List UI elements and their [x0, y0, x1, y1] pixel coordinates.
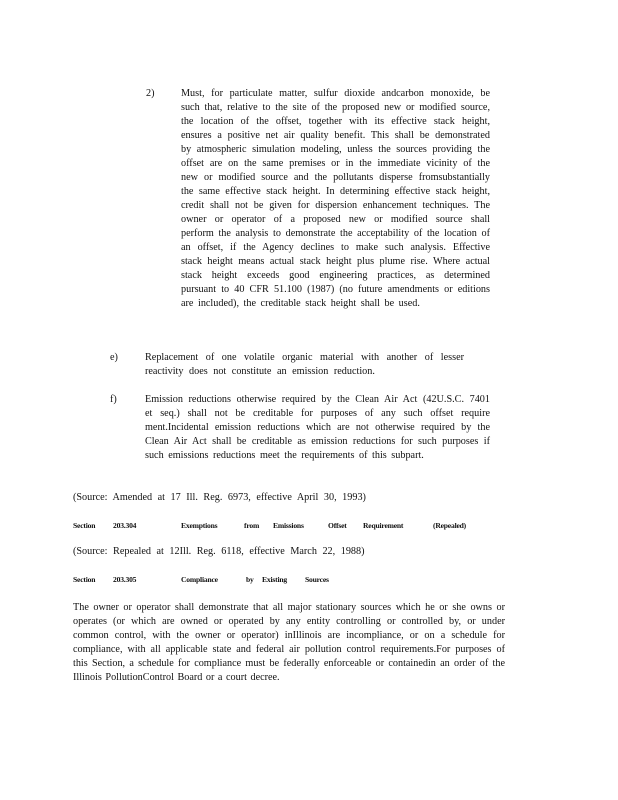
list-item-text: Emission reductions otherwise required by the Clean Air Act (42U.S.C. 7401 et seq.) shall not be creditable for purposes of any such offset require ment.Incidental emission reductions which are not otherwise required by the Clean Air Act shall be creditable as emission reductions for such purposes if such emissions reductions meet the requirements of this subpart. — [145, 394, 490, 461]
heading-word: Compliance — [181, 575, 218, 584]
heading-word: by — [246, 575, 254, 584]
heading-word: Existing — [262, 575, 287, 584]
section-label: Section — [73, 521, 96, 530]
heading-word: from — [244, 521, 260, 530]
section-label: Section — [73, 575, 96, 584]
heading-word: (Repealed) — [433, 521, 467, 530]
list-marker: 2) — [146, 88, 155, 99]
source-note: (Source: Amended at 17 Ill. Reg. 6973, effective April 30, 1993) — [73, 492, 366, 503]
heading-word: Emissions — [273, 521, 304, 530]
source-note: (Source: Repealed at 12Ill. Reg. 6118, effective March 22, 1988) — [73, 546, 365, 557]
section-number: 203.305 — [113, 575, 137, 584]
section-number: 203.304 — [113, 521, 137, 530]
heading-word: Offset — [328, 521, 347, 530]
list-marker: e) — [110, 352, 118, 363]
list-marker: f) — [110, 394, 117, 405]
heading-word: Sources — [305, 575, 329, 584]
compliance-paragraph: The owner or operator shall demonstrate that all major stationary sources which he or she owns or operates (or which are owned or operated by any entity controlling or controlled by, or under common control, with the owner or operator) inIllinois are incompliance, or on a schedule for compliance, with all applicable state and federal air pollution control requirements.For purposes of this Section, a schedule for compliance must be federally enforceable or containedin an order of the Illinois PollutionControl Board or a court decree. — [73, 602, 505, 683]
list-item-text: Must, for particulate matter, sulfur dioxide andcarbon monoxide, be such that, relative to the site of the proposed new or modified source, the location of the offset, together with its effective stack height, ensures a positive net air quality benefit. This shall be demonstrated by atmospheric simulation modeling, unless the sources providing the offset are on the same premises or in the immediate vicinity of the new or modified source and the pollutants disperse fromsubstantially the same effective stack height. In determining effective stack height, credit shall not be given for dispersion enhancement techniques. The owner or operator of a proposed new or modified source shall perform the analysis to demonstrate the acceptability of the location of an offset, if the Agency declines to make such analysis. Effective stack height means actual stack height plus plume rise. Where actual stack height exceeds good engineering practices, as determined pursuant to 40 CFR 51.100 (1987) (no future amendments or editions are included), the creditable stack height shall be used. — [181, 88, 490, 309]
list-item-text: Replacement of one volatile organic material with another of lesser reactivity does not constitute an emission reduction. — [145, 352, 464, 377]
heading-word: Exemptions — [181, 521, 218, 530]
heading-word: Requirement — [363, 521, 404, 530]
